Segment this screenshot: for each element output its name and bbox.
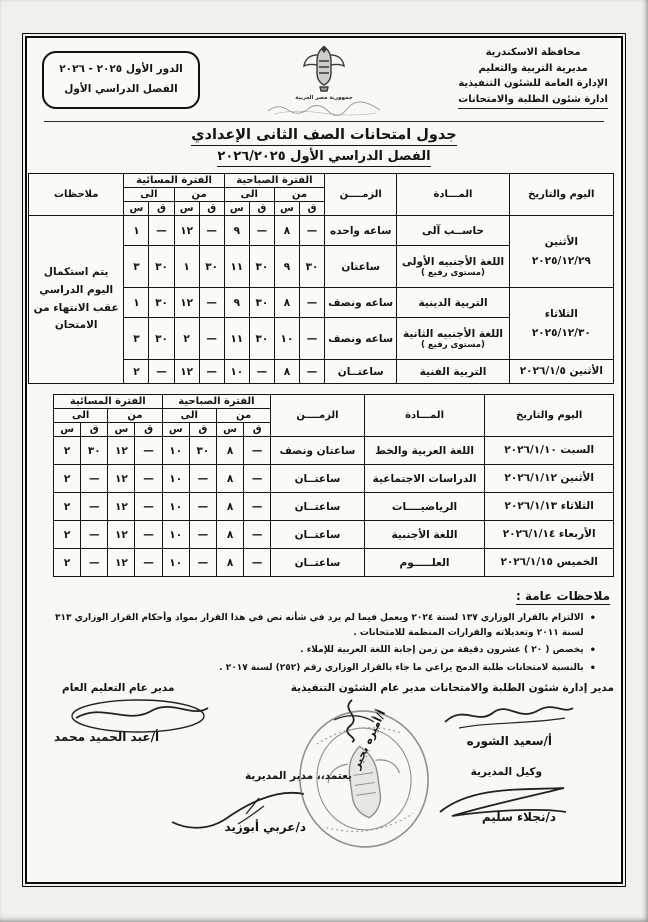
table-row xyxy=(54,437,614,465)
time-cell: — xyxy=(244,465,271,493)
col-morning-period: الفترة الصباحية xyxy=(162,395,271,409)
time-cell: — xyxy=(189,549,216,577)
note-text: يخصص ( ٢٠ ) عشرون دقيقة من زمن إجابة اللغة العربية للإملاء . xyxy=(300,644,584,655)
day-date-cell: الأربعاء ٢٠٢٦/١/١٤ xyxy=(485,521,614,549)
emblem-scribble xyxy=(264,101,384,117)
col-minute: ق xyxy=(249,202,274,216)
day-date-cell: الأثنين ٢٠٢٦/١/١٢ xyxy=(485,465,614,493)
document-header xyxy=(34,43,614,117)
students-affairs-line: ادارة شئون الطلبة والامتحانات xyxy=(458,92,608,110)
time-cell: ١ xyxy=(124,288,149,318)
time-cell: ٢ xyxy=(174,318,199,360)
exam-table-week2 xyxy=(53,394,614,577)
day-date-cell: الثلاثاء ٢٠٢٦/١/١٣ xyxy=(485,493,614,521)
time-cell: — xyxy=(244,549,271,577)
duration-cell: ساعه واحده xyxy=(325,216,397,246)
time-cell: — xyxy=(81,465,108,493)
col-day-date: اليوم والتاريخ xyxy=(509,174,613,216)
time-cell: ٣٠ xyxy=(249,246,274,288)
subject-level: (مستوى رفيع ) xyxy=(421,339,485,350)
time-cell: ١٠ xyxy=(274,318,299,360)
col-morning-to: الى xyxy=(224,188,274,202)
time-cell: — xyxy=(300,216,325,246)
table-row xyxy=(54,521,614,549)
time-cell: — xyxy=(249,360,274,384)
time-cell: ١٢ xyxy=(108,465,135,493)
time-cell: ٣٠ xyxy=(149,288,174,318)
col-hour: س xyxy=(108,423,135,437)
time-cell: ١ xyxy=(124,216,149,246)
session-term-label: الفصل الدراسي الأول xyxy=(64,82,178,95)
col-evening-period: الفترة المسائية xyxy=(124,174,224,188)
col-hour: س xyxy=(162,423,189,437)
day-date: ٢٠٢٥/١٢/٣٠ xyxy=(531,326,591,339)
time-cell: ١٢ xyxy=(174,360,199,384)
time-cell: — xyxy=(149,360,174,384)
subject-level: (مستوى رفيع ) xyxy=(421,267,485,278)
time-cell: ١٢ xyxy=(174,216,199,246)
note-item xyxy=(44,661,596,678)
bullet-icon: • xyxy=(589,613,596,624)
eagle-icon xyxy=(296,43,352,95)
col-day-date: اليوم والتاريخ xyxy=(485,395,614,437)
session-box xyxy=(42,51,200,109)
time-cell: — xyxy=(244,493,271,521)
subject-cell xyxy=(397,246,509,288)
time-cell: ١٢ xyxy=(108,437,135,465)
deputy-directorate-name: د/نجلاء سليم xyxy=(481,809,556,824)
duration-cell: ساعتان xyxy=(325,246,397,288)
col-minute: ق xyxy=(135,423,162,437)
time-cell: ٨ xyxy=(216,437,243,465)
time-cell: ١٠ xyxy=(162,549,189,577)
time-cell: — xyxy=(244,437,271,465)
col-minute: ق xyxy=(149,202,174,216)
time-cell: ١٠ xyxy=(162,493,189,521)
exam-table-week1 xyxy=(28,173,614,384)
day-date-cell: السبت ٢٠٢٦/١/١٠ xyxy=(485,437,614,465)
time-cell: — xyxy=(135,493,162,521)
subject-cell: التربية الدينية xyxy=(397,288,509,318)
note-item xyxy=(44,611,596,641)
time-cell: — xyxy=(199,216,224,246)
col-duration: الزمــــن xyxy=(325,174,397,216)
subject-name: اللغة الأجنبيه الثانية xyxy=(402,327,503,340)
duration-cell: ساعتــان xyxy=(325,360,397,384)
duration-cell: ساعه ونصف xyxy=(325,318,397,360)
time-cell: ٣ xyxy=(124,318,149,360)
col-subject: المـــادة xyxy=(397,174,509,216)
time-cell: — xyxy=(300,288,325,318)
time-cell: ٨ xyxy=(216,465,243,493)
col-hour: س xyxy=(174,202,199,216)
subject-cell: الدراسات الاجتماعية xyxy=(364,465,485,493)
day-date-cell xyxy=(509,288,613,360)
administration-line: الإدارة العامة للشئون التنفيذية xyxy=(458,78,608,89)
day-date-cell: الأثنين ٢٠٢٦/١/٥ xyxy=(509,360,613,384)
directorate-line: مديرية التربية والتعليم xyxy=(478,62,588,74)
duration-cell: ساعتــان xyxy=(271,493,364,521)
day-name: الأثنين xyxy=(544,235,579,248)
time-cell: ٩ xyxy=(224,216,249,246)
students-affairs-director-name: أ/سعيد الشوره xyxy=(466,733,552,748)
col-evening-period: الفترة المسائية xyxy=(54,395,163,409)
bullet-icon: • xyxy=(589,644,596,656)
executive-affairs-director-title: مدير عام الشئون التنفيذية xyxy=(290,681,426,694)
day-name: الثلاثاء xyxy=(544,307,578,320)
time-cell: ٣٠ xyxy=(249,318,274,360)
time-cell: — xyxy=(199,288,224,318)
table-row xyxy=(29,216,614,246)
time-cell: — xyxy=(189,493,216,521)
time-cell: ١١ xyxy=(224,246,249,288)
governorate-line: محافظة الاسكندرية xyxy=(485,47,581,58)
time-cell: ١٢ xyxy=(108,493,135,521)
col-minute: ق xyxy=(189,423,216,437)
emblem-caption: جمهورية مصر العربية xyxy=(295,95,353,101)
table-row xyxy=(54,465,614,493)
col-hour: س xyxy=(224,202,249,216)
col-minute: ق xyxy=(300,202,325,216)
duration-cell: ساعتان ونصف xyxy=(271,437,364,465)
time-cell: ٣٠ xyxy=(249,288,274,318)
time-cell: — xyxy=(81,493,108,521)
time-cell: ١٠ xyxy=(224,360,249,384)
time-cell: ٢ xyxy=(54,437,81,465)
time-cell: — xyxy=(249,216,274,246)
duration-cell: ساعتــان xyxy=(271,549,364,577)
signatures-section xyxy=(34,682,614,878)
time-cell: — xyxy=(244,521,271,549)
time-cell: — xyxy=(189,465,216,493)
day-date-cell: الخميس ٢٠٢٦/١/١٥ xyxy=(485,549,614,577)
time-cell: ٨ xyxy=(274,360,299,384)
col-morning-period: الفترة الصباحية xyxy=(224,174,324,188)
note-item xyxy=(44,643,596,660)
col-hour: س xyxy=(124,202,149,216)
col-notes: ملاحظات xyxy=(29,174,124,216)
general-education-director-title: مدير عام التعليم العام xyxy=(62,681,175,694)
time-cell: ١٠ xyxy=(162,465,189,493)
col-morning-to: الى xyxy=(162,409,216,423)
executive-affairs-director-name: أ/أميره بجير xyxy=(349,707,388,771)
official-round-stamp xyxy=(290,704,438,854)
header-divider xyxy=(44,121,604,122)
col-minute: ق xyxy=(199,202,224,216)
time-cell: ١٢ xyxy=(108,549,135,577)
subject-cell: العلـــــوم xyxy=(364,549,485,577)
time-cell: ٣٠ xyxy=(199,246,224,288)
subject-cell: الرياضيــــات xyxy=(364,493,485,521)
duration-cell: ساعتــان xyxy=(271,465,364,493)
time-cell: — xyxy=(135,465,162,493)
subject-cell: اللغة العربية والخط xyxy=(364,437,485,465)
bullet-icon: • xyxy=(589,663,596,675)
note-text: بالنسبة لامتحانات طلبة الدمج يراعي ما جاء بالقرار الوزاري رقم (٢٥٢) لسنة ٢٠١٧ . xyxy=(219,663,584,674)
col-morning-from: من xyxy=(274,188,324,202)
time-cell: — xyxy=(149,216,174,246)
time-cell: ٢ xyxy=(54,493,81,521)
session-round-label: الدور الأول ٢٠٢٥ - ٢٠٢٦ xyxy=(59,63,183,75)
day-date: ٢٠٢٥/١٢/٢٩ xyxy=(531,254,591,267)
col-evening-from: من xyxy=(108,409,162,423)
col-evening-to: الى xyxy=(124,188,174,202)
signature-scribble xyxy=(439,700,579,734)
subject-cell: حاســب آلى xyxy=(397,216,509,246)
time-cell: — xyxy=(199,318,224,360)
time-cell: ٨ xyxy=(274,288,299,318)
table-row xyxy=(54,549,614,577)
department-block xyxy=(458,45,608,109)
document-titles xyxy=(34,127,614,167)
time-cell: ٢ xyxy=(54,549,81,577)
time-cell: ٣٠ xyxy=(149,246,174,288)
table-row xyxy=(54,493,614,521)
col-subject: المـــادة xyxy=(364,395,485,437)
time-cell: — xyxy=(189,521,216,549)
time-cell: ٨ xyxy=(274,216,299,246)
time-cell: ١٠ xyxy=(162,521,189,549)
deputy-directorate-title: وكيل المديرية xyxy=(470,765,542,778)
time-cell: ١٠ xyxy=(162,437,189,465)
time-cell: — xyxy=(135,549,162,577)
students-affairs-director-title: مدير إدارة شئون الطلبة والامتحانات xyxy=(429,681,614,694)
col-evening-to: الى xyxy=(54,409,108,423)
time-cell: — xyxy=(81,549,108,577)
col-hour: س xyxy=(216,423,243,437)
time-cell: — xyxy=(300,360,325,384)
general-notes-section xyxy=(38,585,610,678)
time-cell: — xyxy=(81,521,108,549)
sub-title: الفصل الدراسي الأول ٢٠٢٦/٢٠٢٥ xyxy=(217,149,430,167)
time-cell: ١١ xyxy=(224,318,249,360)
time-cell: ٢ xyxy=(124,360,149,384)
subject-name: اللغة الأجنبيه الأولى xyxy=(401,255,505,268)
col-evening-from: من xyxy=(174,188,224,202)
col-morning-from: من xyxy=(216,409,270,423)
time-cell: ١٢ xyxy=(174,288,199,318)
time-cell: — xyxy=(199,360,224,384)
general-education-director-name: أ/عبد الحميد محمد xyxy=(54,729,160,744)
time-cell: ٨ xyxy=(216,493,243,521)
time-cell: ٨ xyxy=(216,549,243,577)
time-cell: ٣٠ xyxy=(189,437,216,465)
time-cell: ٢ xyxy=(54,465,81,493)
time-cell: — xyxy=(300,318,325,360)
subject-cell: اللغة الأجنبية xyxy=(364,521,485,549)
duration-cell: ساعتــان xyxy=(271,521,364,549)
col-minute: ق xyxy=(81,423,108,437)
subject-cell: التربية الفنية xyxy=(397,360,509,384)
time-cell: ٢ xyxy=(54,521,81,549)
col-minute: ق xyxy=(244,423,271,437)
time-cell: ٣٠ xyxy=(81,437,108,465)
egypt-eagle-emblem xyxy=(264,43,384,117)
time-cell: — xyxy=(135,437,162,465)
time-cell: ٣٠ xyxy=(149,318,174,360)
approval-director-title: يعتمد،، مدير المديرية xyxy=(244,769,352,782)
col-hour: س xyxy=(54,423,81,437)
main-title: جدول امتحانات الصف الثانى الإعدادي xyxy=(191,127,456,146)
time-cell: ٩ xyxy=(274,246,299,288)
general-notes-title: ملاحظات عامة : xyxy=(515,589,610,603)
day-date-cell xyxy=(509,216,613,288)
time-cell: ١ xyxy=(174,246,199,288)
duration-cell: ساعه ونصف xyxy=(325,288,397,318)
time-cell: ١٢ xyxy=(108,521,135,549)
directorate-director-name: د/عربي أبوزيد xyxy=(224,819,306,834)
document-frame xyxy=(25,36,623,884)
time-cell: ٣٠ xyxy=(300,246,325,288)
time-cell: — xyxy=(135,521,162,549)
merged-note-cell: يتم استكمال اليوم الدراسي عقب الانتهاء من الامتحان xyxy=(29,216,124,384)
col-hour: س xyxy=(274,202,299,216)
time-cell: ٩ xyxy=(224,288,249,318)
col-duration: الزمــــن xyxy=(271,395,364,437)
time-cell: ٣ xyxy=(124,246,149,288)
subject-cell xyxy=(397,318,509,360)
time-cell: ٨ xyxy=(216,521,243,549)
note-text: الالتزام بالقرار الوزاري ١٣٧ لسنة ٢٠٢٤ ويعمل فيما لم يرد في شأنه نص في هذا القرار بمواد وأحكام القرار الوزاري ٣١٣ لسنة ٢٠١١ وتعديلاته والقرارات المنظمة للامتحانات . xyxy=(54,613,584,638)
